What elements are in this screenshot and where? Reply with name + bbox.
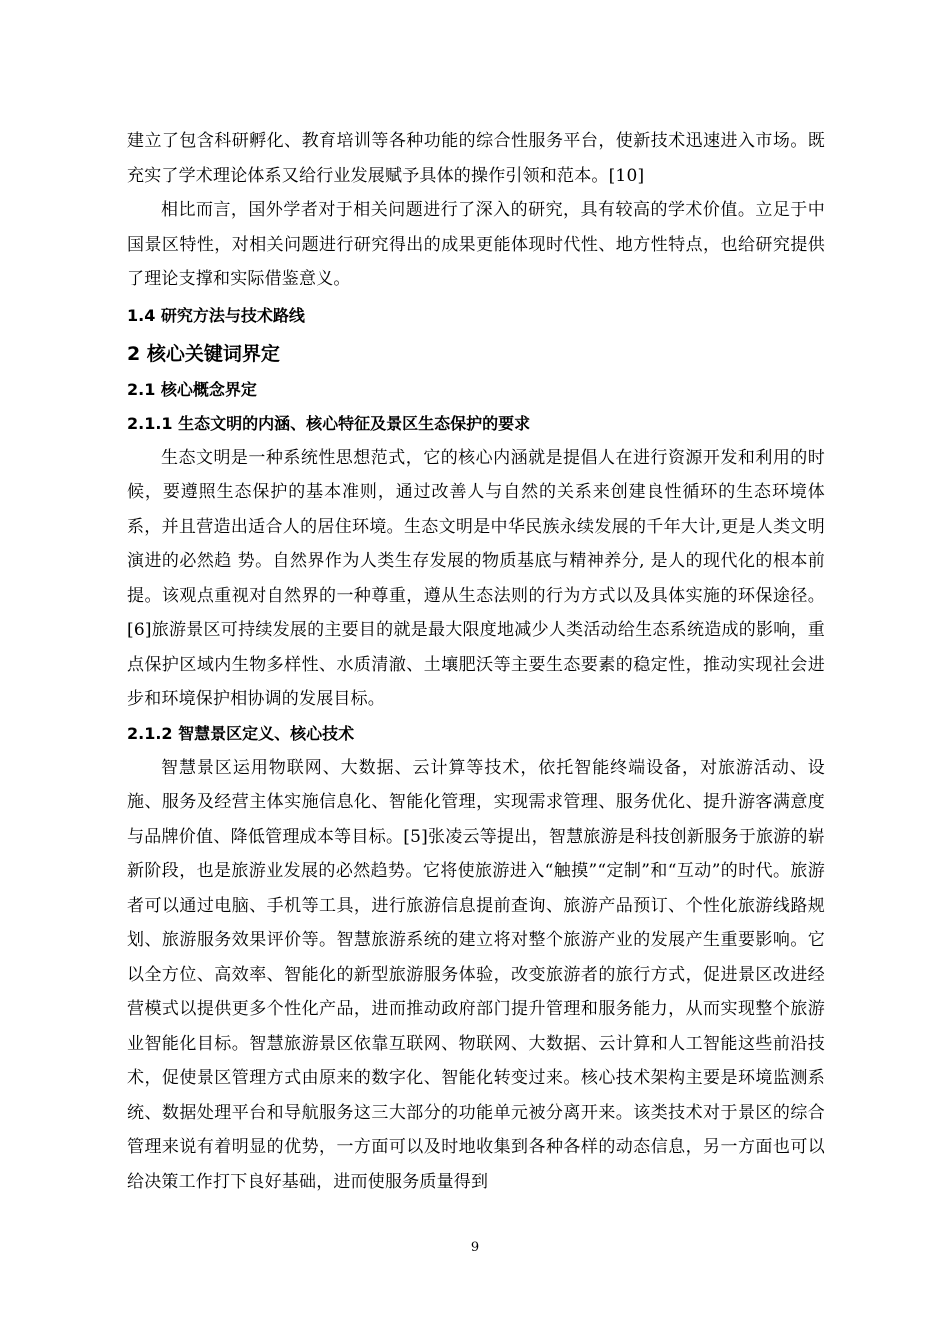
page-number: 9 — [470, 1240, 480, 1255]
heading-2-1-1: 2.1.1 生态文明的内涵、核心特征及景区生态保护的要求 — [127, 413, 531, 433]
paragraph-ecological-civilization: 生态文明是一种系统性思想范式，它的核心内涵就是提倡人在进行资源开发和利用的时候，要遵照生态保护的基本准则，通过改善人与自然的关系来创建良性循环的生态环境体系，并且营造出适合人的居住环境。生态文明是中华民族永续发展的千年大计,更是人类文明演进的必然趋 势。自然界作为人类生存发展的物质基底与精神养分, 是人的现代化的根本前提。该观点重视对自然界的一种尊重，遵从生态法则的行为方式以及具体实施的环保途径。[6]旅游景区可持续发展的主要目的就是最大限度地减少人类活动给生态系统造成的影响，重点保护区域内生物多样性、水质清澈、土壤肥沃等主要生态要素的稳定性，推动实现社会进步和环境保护相协调的发展目标。 — [127, 447, 825, 709]
document-page — [127, 124, 825, 1199]
heading-2: 2 核心关键词界定 — [127, 342, 280, 365]
heading-2-1-2: 2.1.2 智慧景区定义、核心技术 — [127, 723, 355, 743]
paragraph-foreign-research: 相比而言，国外学者对于相关问题进行了深入的研究，具有较高的学术价值。立足于中国景区特性，对相关问题进行研究得出的成果更能体现时代性、地方性特点，也给研究提供了理论支撑和实际借鉴意义。 — [127, 200, 825, 289]
heading-2-1: 2.1 核心概念界定 — [127, 379, 257, 399]
paragraph-smart-scenic-area: 智慧景区运用物联网、大数据、云计算等技术，依托智能终端设备，对旅游活动、设施、服务及经营主体实施信息化、智能化管理，实现需求管理、服务优化、提升游客满意度与品牌价值、降低管理成本等目标。[5]张凌云等提出，智慧旅游是科技创新服务于旅游的崭新阶段，也是旅游业发展的必然趋势。它将使旅游进入“触摸”“定制”和“互动”的时代。旅游者可以通过电脑、手机等工具，进行旅游信息提前查询、旅游产品预订、个性化旅游线路规划、旅游服务效果评价等。智慧旅游系统的建立将对整个旅游产业的发展产生重要影响。它以全方位、高效率、智能化的新型旅游服务体验，改变旅游者的旅行方式，促进景区改进经营模式以提供更多个性化产品，进而推动政府部门提升管理和服务能力，从而实现整个旅游业智能化目标。智慧旅游景区依靠互联网、物联网、大数据、云计算和人工智能这些前沿技术，促使景区管理方式由原来的数字化、智能化转变过来。核心技术架构主要是环境监测系统、数据处理平台和导航服务这三大部分的功能单元被分离开来。该类技术对于景区的综合管理来说有着明显的优势，一方面可以及时地收集到各种各样的动态信息，另一方面也可以给决策工作打下良好基础，进而使服务质量得到 — [127, 757, 825, 1192]
paragraph-continued: 建立了包含科研孵化、教育培训等各种功能的综合性服务平台，使新技术迅速进入市场。既充实了学术理论体系又给行业发展赋予具体的操作引领和范本。[10] — [127, 131, 825, 186]
heading-1-4: 1.4 研究方法与技术路线 — [127, 305, 305, 325]
